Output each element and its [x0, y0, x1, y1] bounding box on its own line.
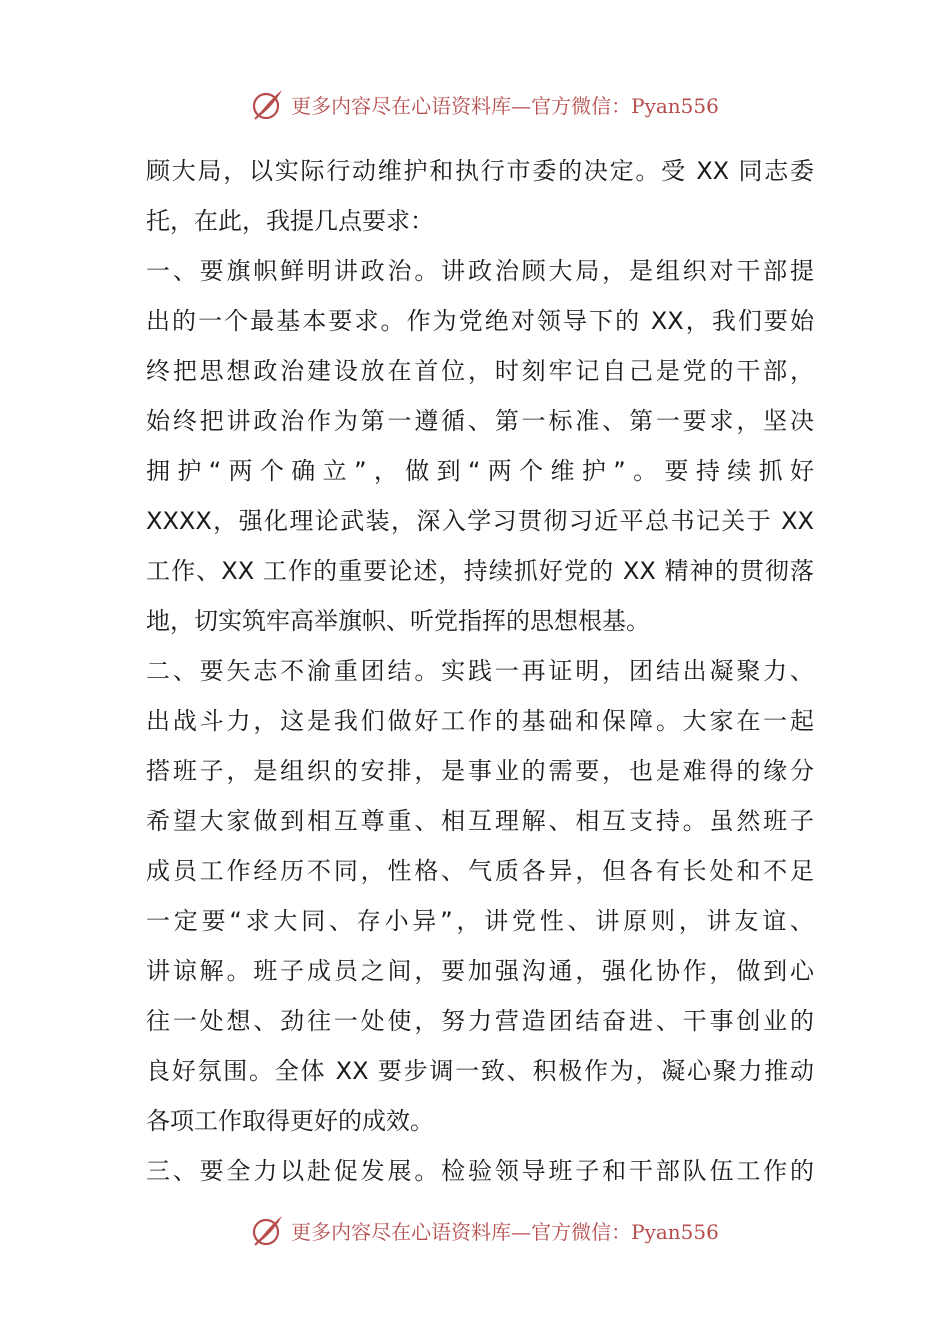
watermark-footer	[0, 1210, 950, 1250]
body-line: 搭班子，是组织的安排，是事业的需要，也是难得的缘分	[146, 757, 814, 785]
body-line: XXXX，强化理论武装，深入学习贯彻习近平总书记关于 XX	[146, 507, 814, 535]
body-line: 各项工作取得更好的成效。	[146, 1107, 434, 1135]
watermark-header	[0, 84, 950, 124]
watermark-header-inner	[251, 87, 719, 121]
body-line: 一定要“求大同、存小异”，讲党性、讲原则，讲友谊、	[146, 907, 814, 935]
body-line: 终把思想政治建设放在首位，时刻牢记自己是党的干部，	[146, 357, 814, 385]
body-line: 拥护“两个确立”，做到“两个维护”。要持续抓好	[146, 457, 814, 485]
body-line: 讲谅解。班子成员之间，要加强沟通，强化协作，做到心	[146, 957, 814, 985]
body-line: 往一处想、劲往一处使，努力营造团结奋进、干事创业的	[146, 1007, 814, 1035]
body-line: 出战斗力，这是我们做好工作的基础和保障。大家在一起	[146, 707, 814, 735]
body-line: 成员工作经历不同，性格、气质各异，但各有长处和不足	[146, 857, 814, 885]
body-line: 托，在此，我提几点要求：	[146, 207, 434, 235]
watermark-header-text: 更多内容尽在心语资料库—官方微信：Pyan556	[291, 93, 719, 118]
body-line: 良好氛围。全体 XX 要步调一致、积极作为，凝心聚力推动	[146, 1057, 814, 1085]
document-body	[146, 146, 814, 1196]
body-line: 顾大局，以实际行动维护和执行市委的决定。受 XX 同志委	[146, 157, 814, 185]
body-line: 三、要全力以赴促发展。检验领导班子和干部队伍工作的	[146, 1157, 814, 1185]
body-line: 出的一个最基本要求。作为党绝对领导下的 XX，我们要始	[146, 307, 814, 335]
body-line: 工作、XX 工作的重要论述，持续抓好党的 XX 精神的贯彻落	[146, 557, 814, 585]
watermark-footer-text: 更多内容尽在心语资料库—官方微信：Pyan556	[291, 1219, 719, 1244]
body-line: 一、要旗帜鲜明讲政治。讲政治顾大局，是组织对干部提	[146, 257, 814, 285]
quill-pen-logo-icon	[251, 1213, 285, 1247]
watermark-footer-inner	[251, 1213, 719, 1247]
body-line: 地，切实筑牢高举旗帜、听党指挥的思想根基。	[146, 607, 650, 635]
body-line: 二、要矢志不渝重团结。实践一再证明，团结出凝聚力、	[146, 657, 814, 685]
body-line: 希望大家做到相互尊重、相互理解、相互支持。虽然班子	[146, 807, 814, 835]
body-line: 始终把讲政治作为第一遵循、第一标准、第一要求，坚决	[146, 407, 814, 435]
quill-pen-logo-icon	[251, 87, 285, 121]
